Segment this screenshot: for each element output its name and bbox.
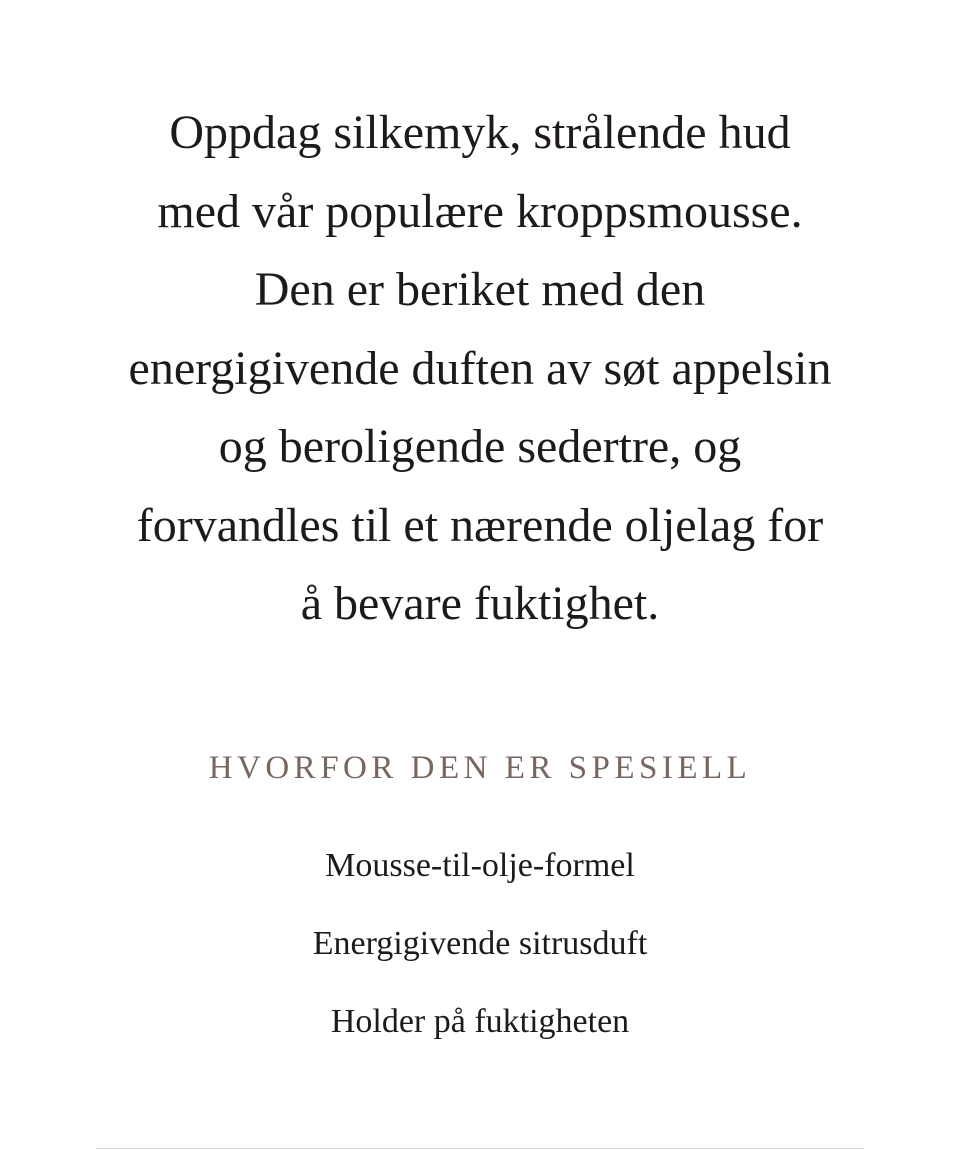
description-line: med vår populære kroppsmousse. — [157, 184, 803, 238]
divider — [96, 1148, 864, 1149]
feature-item: Mousse-til-olje-formel — [325, 847, 635, 884]
description-line: forvandles til et nærende oljelag for — [136, 498, 824, 552]
feature-list — [0, 840, 960, 1074]
description-line: Den er beriket med den — [254, 263, 706, 316]
description-line: Oppdag silkemyk, strålende hud — [169, 106, 791, 159]
feature-item: Energigivende sitrusduft — [312, 925, 648, 962]
product-description — [60, 94, 900, 644]
description-line: å bevare fuktighet. — [300, 577, 660, 630]
description-line: energigivende duften av søt appelsin — [128, 341, 832, 395]
description-line: og beroligende sedertre, og — [218, 420, 742, 473]
section-heading: HVORFOR DEN ER SPESIELL — [208, 750, 752, 786]
feature-item: Holder på fuktigheten — [330, 1003, 630, 1040]
